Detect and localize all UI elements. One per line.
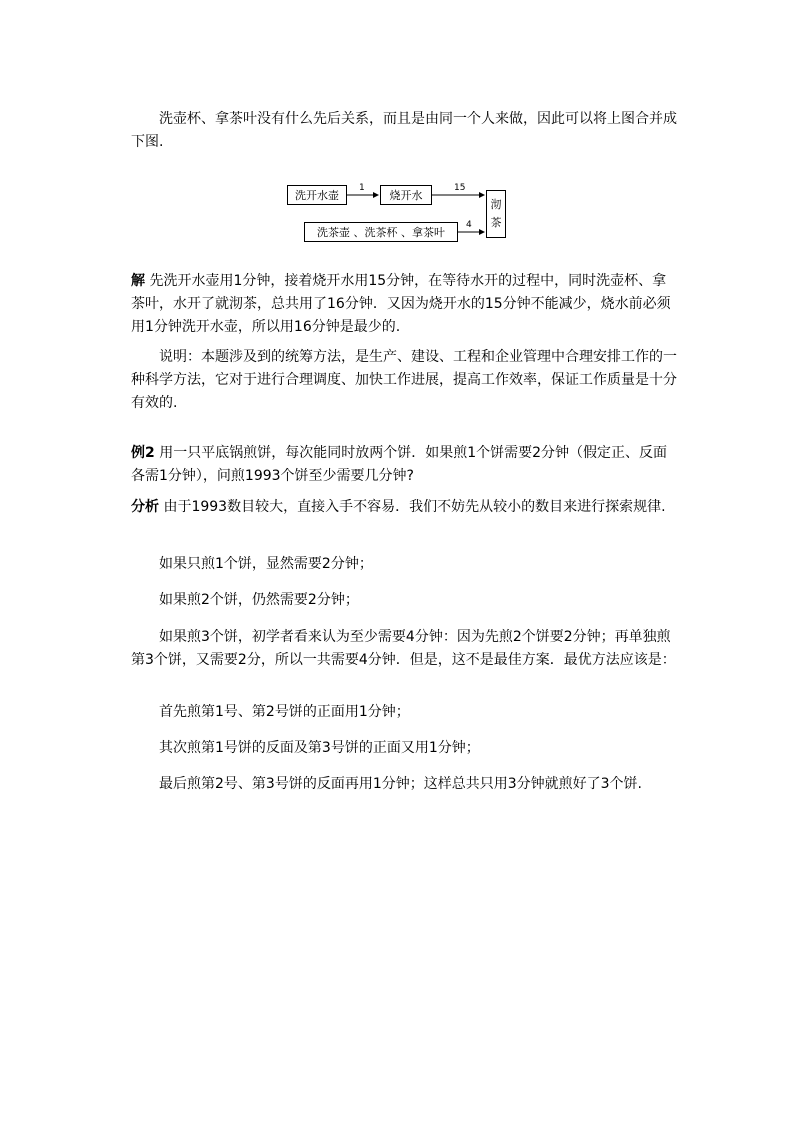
case-2: 如果煎2个饼，仍然需要2分钟； <box>159 592 359 608</box>
note-paragraph: 说明：本题涉及到的统筹方法，是生产、建设、工程和企业管理中合理安排工作的一种科学方法，它对于进行合理调度、加快工作进展，提高工作效率，保证工作质量是十分有效的. <box>131 349 677 411</box>
example2-head: 例2 <box>131 445 155 461</box>
solution-head: 解 <box>131 273 145 289</box>
example2-text: 用一只平底锅煎饼，每次能同时放两个饼．如果煎1个饼需要2分钟（假定正、反面各需1分钟），问煎1993个饼至少需要几分钟? <box>131 445 668 484</box>
step-3: 最后煎第2号、第3号饼的反面再用1分钟；这样总共只用3分钟就煎好了3个饼. <box>159 776 642 792</box>
arrow-1-label: 1 <box>359 183 365 193</box>
box-wash-kettle: 洗开水壶 <box>287 185 347 205</box>
example2-paragraph <box>131 442 677 488</box>
case-3: 如果煎3个饼，初学者看来认为至少需要4分钟：因为先煎2个饼要2分钟；再单独煎第3个饼，又需要2分，所以一共需要4分钟．但是，这不是最佳方案．最优方法应该是： <box>131 629 676 668</box>
analysis-text: 由于1993数目较大，直接入手不容易．我们不妨先从较小的数目来进行探索规律. <box>159 499 666 515</box>
analysis-head: 分析 <box>131 499 159 515</box>
box-boil-water: 烧开水 <box>380 185 432 205</box>
solution-paragraph <box>131 270 677 339</box>
solution-text: 先洗开水壶用1分钟，接着烧开水用15分钟，在等待水开的过程中，同时洗壶杯、拿茶叶，水开了就沏茶，总共用了16分钟．又因为烧开水的15分钟不能减少，烧水前必须用1分钟洗开水壶，所以用16分钟是最少的. <box>131 273 671 335</box>
step-2: 其次煎第1号饼的反面及第3号饼的正面又用1分钟； <box>159 740 480 756</box>
flow-diagram <box>284 180 514 242</box>
arrow-2-label: 15 <box>454 183 466 193</box>
case-1: 如果只煎1个饼，显然需要2分钟； <box>159 556 373 572</box>
box-make-tea-char-1: 沏 <box>490 198 502 211</box>
box-wash-teaware: 洗茶壶 、洗茶杯 、拿茶叶 <box>304 222 458 242</box>
box-make-tea-char-2: 茶 <box>490 216 502 229</box>
intro-paragraph: 洗壶杯、拿茶叶没有什么先后关系，而且是由同一个人来做，因此可以将上图合并成下图. <box>131 111 677 150</box>
box-make-tea <box>486 190 506 238</box>
arrow-3-label: 4 <box>466 220 472 230</box>
step-1: 首先煎第1号、第2号饼的正面用1分钟； <box>159 704 410 720</box>
analysis-paragraph <box>131 496 677 519</box>
